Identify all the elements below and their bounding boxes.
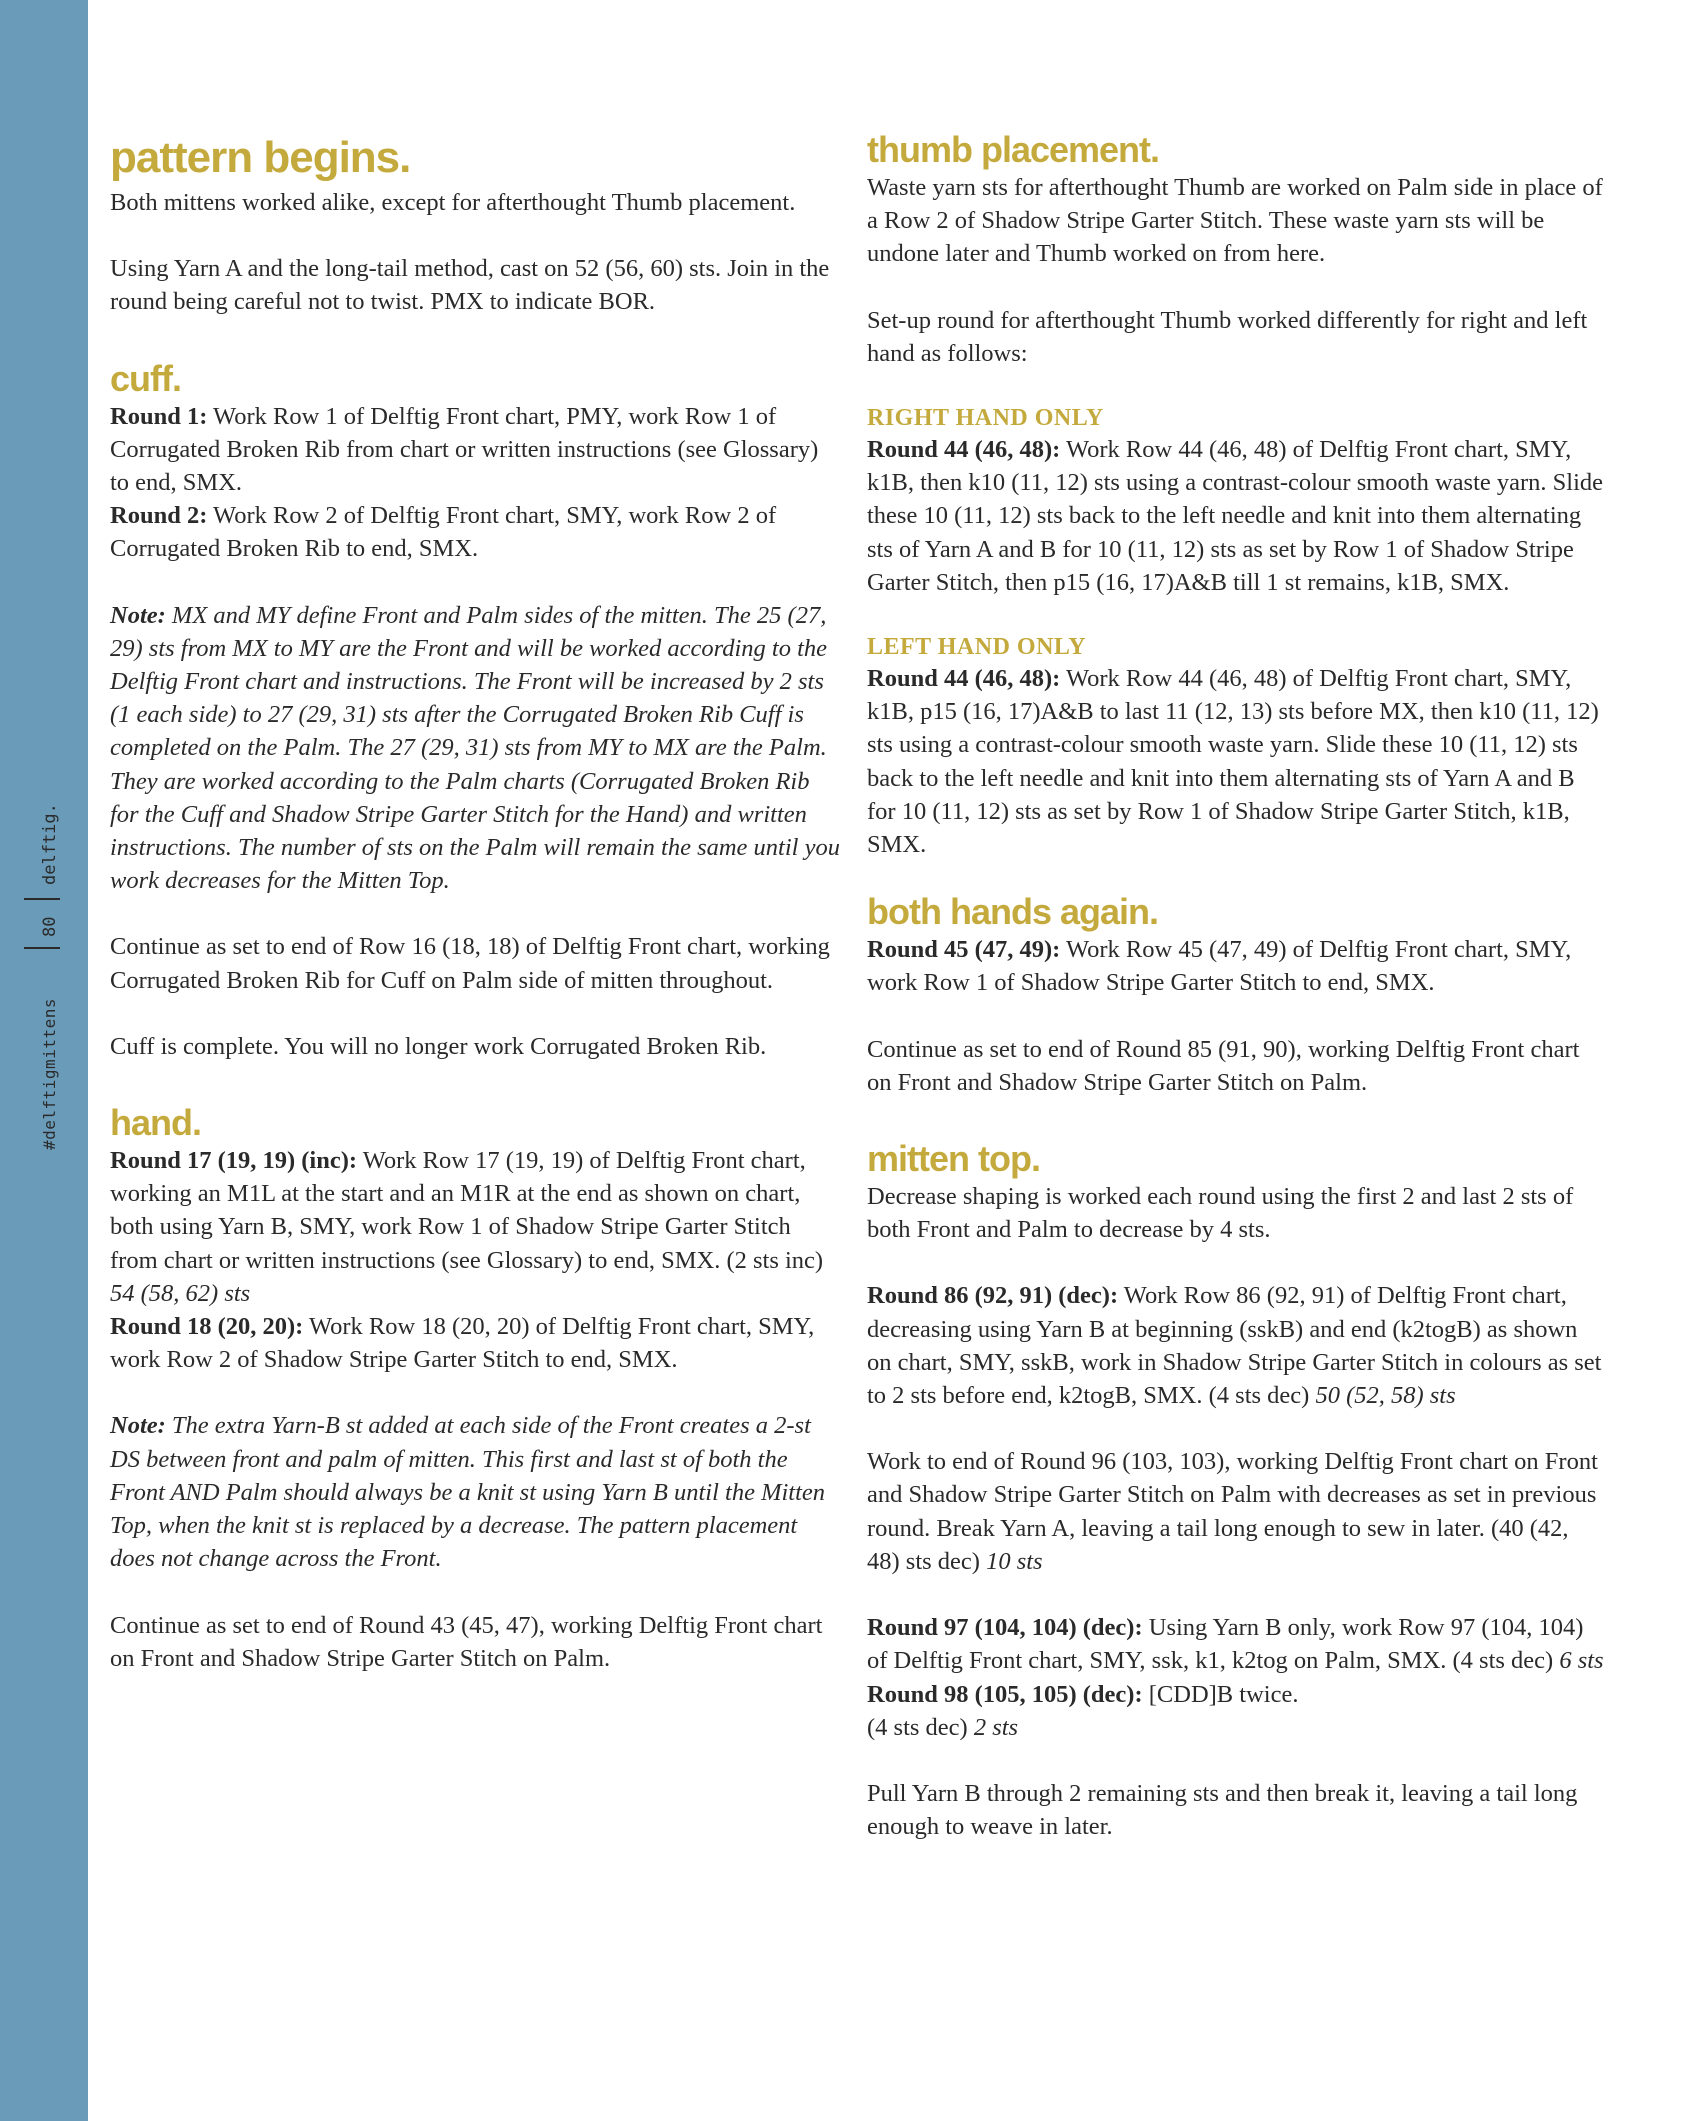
- paragraph: Continue as set to end of Round 43 (45, 47), working Delftig Front chart on Front and Shadow Stripe Garter Stitch on Palm.: [110, 1611, 823, 1672]
- paragraph: Set-up round for afterthought Thumb worked differently for right and left hand as follows:: [867, 306, 1588, 367]
- round-label: Round 44 (46, 48):: [867, 436, 1061, 464]
- round-98: Round 98 (105, 105) (dec): [CDD]B twice. (4 sts dec) 2 sts: [867, 1680, 1299, 1741]
- round-44-right: Round 44 (46, 48): Work Row 44 (46, 48) of Delftig Front chart, SMY, k1B, then k10 (11, 12) sts using a contrast-colour smooth waste yarn. Slide these 10 (11, 12) sts back to the left needle and knit into them alternating sts of Yarn A and B for 10 (11, 12) sts as set by Row 1 of Shadow Stripe Garter Stitch, then p15 (16, 17)A&B till 1 st remains, k1B, SMX.: [867, 436, 1604, 596]
- heading-both-hands: both hands again.: [867, 891, 1159, 933]
- round-label: Round 2:: [110, 502, 208, 530]
- right-column: [867, 129, 1607, 1843]
- round-45: Round 45 (47, 49): Work Row 45 (47, 49) of Delftig Front chart, SMY, work Row 1 of Shadow Stripe Garter Stitch to end, SMX.: [867, 936, 1572, 997]
- round-2: Round 2: Work Row 2 of Delftig Front chart, SMY, work Row 2 of Corrugated Broken Rib to end, SMX.: [110, 502, 777, 563]
- stitch-count: 6 sts: [1559, 1647, 1604, 1675]
- round-18: Round 18 (20, 20): Work Row 18 (20, 20) of Delftig Front chart, SMY, work Row 2 of Shadow Stripe Garter Stitch to end, SMX.: [110, 1313, 815, 1374]
- round-label: Round 98 (105, 105) (dec):: [867, 1680, 1143, 1708]
- paragraph: Decrease shaping is worked each round using the first 2 and last 2 sts of both Front and Palm to decrease by 4 sts.: [867, 1183, 1574, 1244]
- paragraph: Waste yarn sts for afterthought Thumb are worked on Palm side in place of a Row 2 of Shadow Stripe Garter Stitch. These waste yarn sts will be undone later and Thumb worked on from here.: [867, 174, 1603, 268]
- heading-cuff: cuff.: [110, 357, 181, 399]
- round-97: Round 97 (104, 104) (dec): Using Yarn B only, work Row 97 (104, 104) of Delftig Front chart, SMY, ssk, k1, k2tog on Palm, SMX. (4 sts dec) 6 sts: [867, 1614, 1604, 1675]
- paragraph: Using Yarn A and the long-tail method, cast on 52 (56, 60) sts. Join in the round being careful not to twist. PMX to indicate BOR.: [110, 255, 830, 316]
- round-17: Round 17 (19, 19) (inc): Work Row 17 (19, 19) of Delftig Front chart, working an M1L at the start and an M1R at the end as shown on chart, both using Yarn B, SMY, work Row 1 of Shadow Stripe Garter Stitch from chart or written instructions (see Glossary) to end, SMX. (2 sts inc) 54 (58, 62) sts: [110, 1147, 824, 1307]
- round-label: Round 86 (92, 91) (dec):: [867, 1282, 1119, 1310]
- paragraph: Both mittens worked alike, except for afterthought Thumb placement.: [110, 189, 796, 216]
- paragraph: Continue as set to end of Row 16 (18, 18) of Delftig Front chart, working Corrugated Broken Rib for Cuff on Palm side of mitten throughout.: [110, 933, 830, 994]
- sidebar-brand: delftig.: [40, 803, 60, 885]
- round-1: Round 1: Work Row 1 of Delftig Front chart, PMY, work Row 1 of Corrugated Broken Rib from chart or written instructions (see Glossary) to end, SMX.: [110, 402, 819, 497]
- round-label: Round 44 (46, 48):: [867, 665, 1061, 693]
- note-label: Note:: [110, 601, 166, 629]
- sidebar-divider: [24, 898, 60, 900]
- round-label: Round 17 (19, 19) (inc):: [110, 1147, 358, 1175]
- note-front-palm: Note: MX and MY define Front and Palm sides of the mitten. The 25 (27, 29) sts from MX to MY are the Front and will be worked according to the Delftig Front chart and instructions. The Front will be increased by 2 sts (1 each side) to 27 (29, 31) sts after the Corrugated Broken Rib Cuff is completed on the Palm. The 27 (29, 31) sts from MY to MX are the Palm. They are worked according to the Palm charts (Corrugated Broken Rib for the Cuff and Shadow Stripe Garter Stitch for the Hand) and written instructions. The number of sts on the Palm will remain the same until you work decreases for the Mitten Top.: [110, 601, 840, 895]
- round-label: Round 18 (20, 20):: [110, 1313, 304, 1341]
- stitch-count: 2 sts: [973, 1713, 1019, 1741]
- round-86: Round 86 (92, 91) (dec): Work Row 86 (92, 91) of Delftig Front chart, decreasing using Yarn B at beginning (sskB) and end (k2togB) as shown on chart, SMY, sskB, work in Shadow Stripe Garter Stitch in colours as set to 2 sts before end, k2togB, SMX. (4 sts dec) 50 (52, 58) sts: [867, 1282, 1602, 1410]
- heading-hand: hand.: [110, 1102, 201, 1144]
- paragraph: Pull Yarn B through 2 remaining sts and then break it, leaving a tail long enough to weave in later.: [867, 1779, 1578, 1841]
- round-44-left: Round 44 (46, 48): Work Row 44 (46, 48) of Delftig Front chart, SMY, k1B, p15 (16, 17)A&B to last 11 (12, 13) sts before MX, then k10 (11, 12) sts using a contrast-colour smooth waste yarn. Slide these 10 (11, 12) sts back to the left needle and knit into them alternating sts of Yarn A and B for 10 (11, 12) sts as set by Row 1 of Shadow Stripe Garter Stitch, k1B, SMX.: [867, 665, 1599, 859]
- paragraph: Cuff is complete. You will no longer work Corrugated Broken Rib.: [110, 1032, 767, 1060]
- note-yarn-b: Note: The extra Yarn-B st added at each side of the Front creates a 2-st DS between front and palm of mitten. This first and last st of both the Front AND Palm should always be a knit st using Yarn B until the Mitten Top, when the knit st is replaced by a decrease. The pattern placement does not change across the Front.: [110, 1412, 826, 1573]
- heading-thumb-placement: thumb placement.: [867, 129, 1160, 170]
- round-label: Round 97 (104, 104) (dec):: [867, 1614, 1143, 1642]
- sidebar-divider: [24, 947, 60, 949]
- paragraph: Continue as set to end of Round 85 (91, 90), working Delftig Front chart on Front and Shadow Stripe Garter Stitch on Palm.: [867, 1035, 1580, 1096]
- round-label: Round 45 (47, 49):: [867, 936, 1061, 964]
- subheading-right-hand: RIGHT HAND ONLY: [867, 405, 1104, 432]
- paragraph: Work to end of Round 96 (103, 103), working Delftig Front chart on Front and Shadow Stripe Garter Stitch on Palm with decreases as set in previous round. Break Yarn A, leaving a tail long enough to sew in later. (40 (42, 48) sts dec) 10 sts: [867, 1448, 1598, 1575]
- page-number: 80: [40, 916, 60, 937]
- stitch-count: 54 (58, 62) sts: [110, 1279, 251, 1307]
- sidebar-hashtag: #delftigmittens: [40, 998, 59, 1150]
- note-label: Note:: [110, 1412, 166, 1440]
- heading-mitten-top: mitten top.: [867, 1138, 1040, 1180]
- stitch-count: 50 (52, 58) sts: [1315, 1382, 1456, 1410]
- stitch-count: 10 sts: [986, 1547, 1043, 1575]
- round-label: Round 1:: [110, 402, 208, 430]
- subheading-left-hand: LEFT HAND ONLY: [867, 634, 1087, 661]
- heading-pattern-begins: pattern begins.: [110, 133, 411, 182]
- left-column: [110, 133, 840, 1675]
